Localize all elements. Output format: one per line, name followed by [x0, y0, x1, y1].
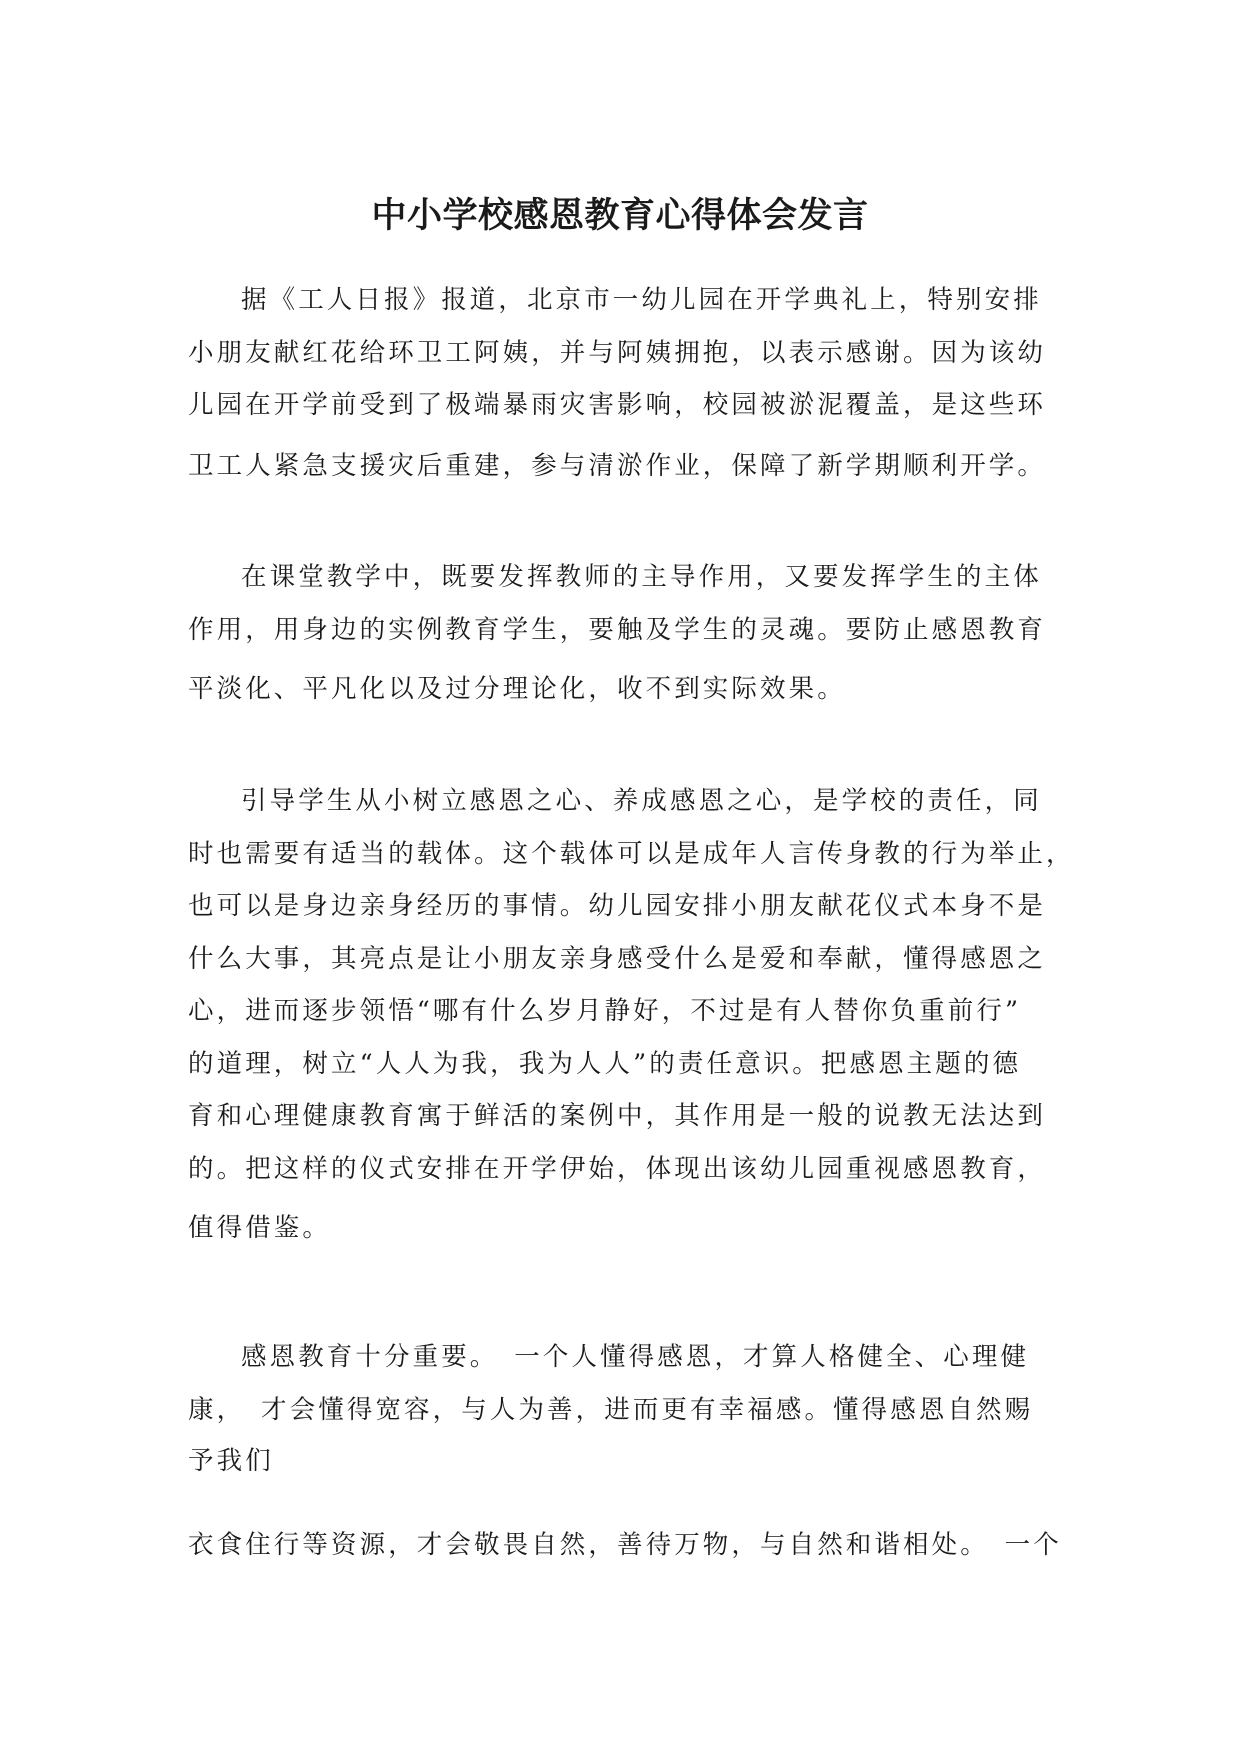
paragraph-4-line-2: 康， 才会懂得宽容，与人为善，进而更有幸福感。懂得感恩自然赐 — [188, 1395, 1034, 1425]
document-title: 中小学校感恩教育心得体会发言 — [371, 196, 869, 236]
paragraph-1-line-4: 卫工人紧急支援灾后重建，参与清淤作业，保障了新学期顺利开学。 — [188, 451, 1047, 481]
paragraph-4-line-3: 予我们 — [188, 1446, 274, 1476]
paragraph-1-line-1: 据《工人日报》报道，北京市一幼儿园在开学典礼上，特别安排 — [241, 285, 1042, 315]
paragraph-3-line-8: 的。把这样的仪式安排在开学伊始，体现出该幼儿园重视感恩教育， — [188, 1154, 1047, 1184]
paragraph-1-line-2: 小朋友献红花给环卫工阿姨，并与阿姨拥抱，以表示感谢。因为该幼 — [188, 338, 1047, 368]
paragraph-2-line-3: 平淡化、平凡化以及过分理论化，收不到实际效果。 — [188, 674, 846, 704]
paragraph-2-line-2: 作用，用身边的实例教育学生，要触及学生的灵魂。要防止感恩教育 — [188, 615, 1047, 645]
paragraph-4-line-4: 衣食住行等资源，才会敬畏自然，善待万物，与自然和谐相处。 一个 — [188, 1530, 1062, 1560]
paragraph-4-line-1: 感恩教育十分重要。 一个人懂得感恩，才算人格健全、心理健 — [241, 1342, 1030, 1372]
paragraph-1-line-3: 儿园在开学前受到了极端暴雨灾害影响，校园被淤泥覆盖，是这些环 — [188, 390, 1047, 420]
paragraph-3-line-6: 的道理，树立“人人为我，我为人人”的责任意识。把感恩主题的德 — [188, 1049, 1022, 1079]
paragraph-3-line-3: 也可以是身边亲身经历的事情。幼儿园安排小朋友献花仪式本身不是 — [188, 891, 1047, 921]
paragraph-3-line-1: 引导学生从小树立感恩之心、养成感恩之心，是学校的责任，同 — [241, 786, 1042, 816]
paragraph-2-line-1: 在课堂教学中，既要发挥教师的主导作用，又要发挥学生的主体 — [241, 562, 1042, 592]
paragraph-3-line-4: 什么大事，其亮点是让小朋友亲身感受什么是爱和奉献，懂得感恩之 — [188, 944, 1047, 974]
paragraph-3-line-2: 时也需要有适当的载体。这个载体可以是成年人言传身教的行为举止， — [188, 839, 1075, 869]
paragraph-3-line-5: 心，进而逐步领悟“哪有什么岁月静好，不过是有人替你负重前行” — [188, 996, 1022, 1026]
paragraph-3-line-9: 值得借鉴。 — [188, 1213, 332, 1243]
paragraph-3-line-7: 育和心理健康教育寓于鲜活的案例中，其作用是一般的说教无法达到 — [188, 1101, 1047, 1131]
